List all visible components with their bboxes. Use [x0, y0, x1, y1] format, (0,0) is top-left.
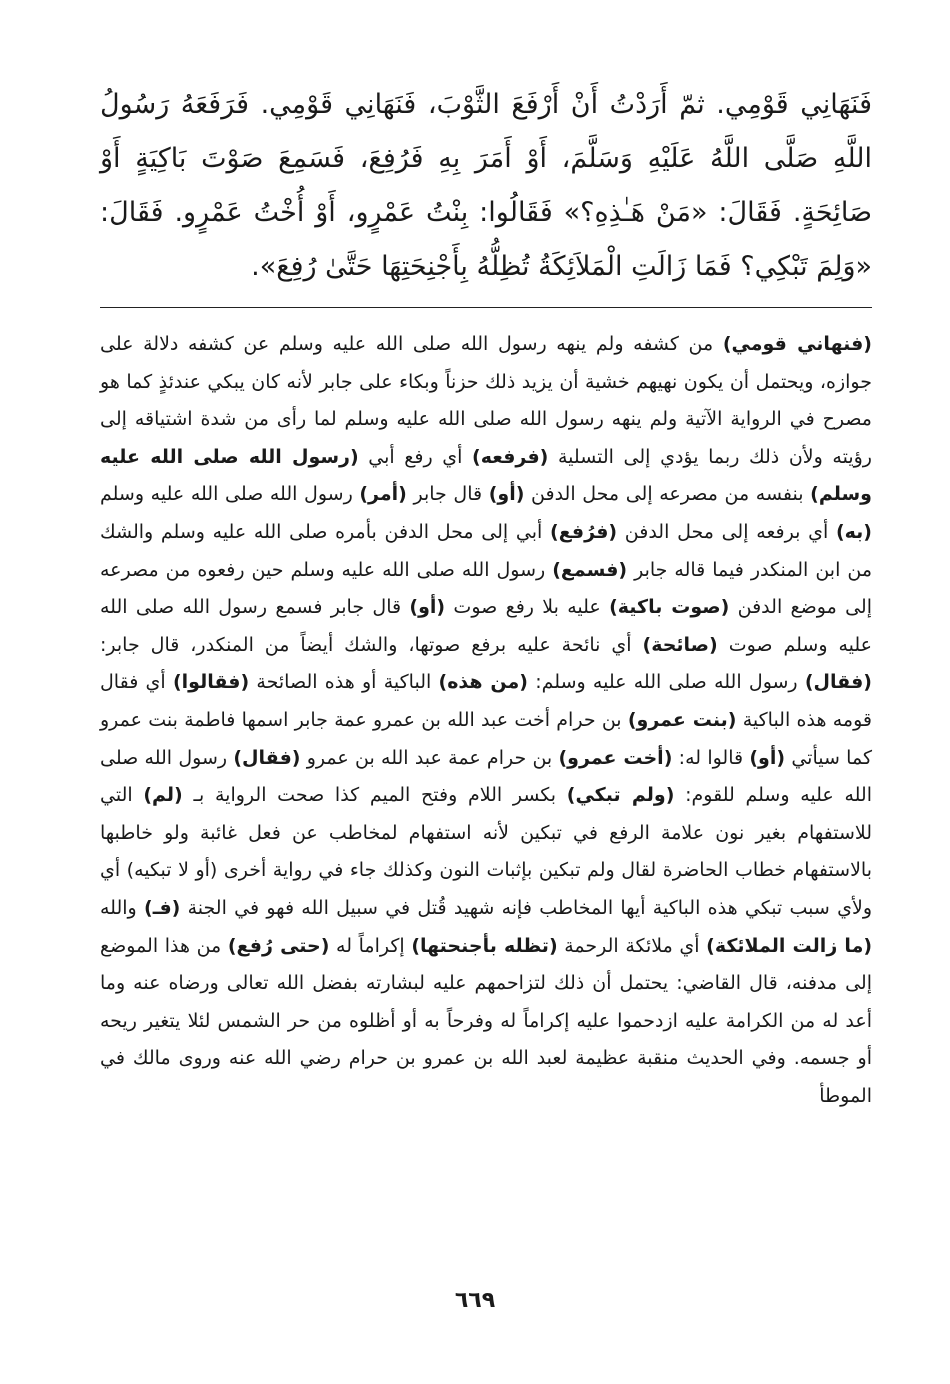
- commentary-keyword: (فنهاني قومي): [722, 333, 872, 355]
- commentary-keyword: (فقالوا): [172, 671, 250, 694]
- commentary-keyword: (لم): [143, 784, 183, 807]
- commentary-span: بن حرام عمة عبد الله بن عمرو: [300, 746, 559, 769]
- commentary-span: أي فقال قومه هذه الباكية: [100, 671, 872, 731]
- commentary-keyword: (فرفعه): [472, 445, 549, 468]
- commentary-keyword: (أو): [488, 483, 525, 506]
- commentary-span: قالوا له:: [672, 746, 750, 769]
- commentary-keyword: (ولم تبكي): [566, 784, 675, 807]
- commentary-keyword: (أو): [749, 746, 786, 769]
- hadith-text: فَنَهَانِي قَوْمِي. ثمّ أَرَدْتُ أَنْ أَرْفَعَ الثَّوْبَ، فَنَهَانِي قَوْمِي. فَرَفَعَهُ رَسُولُ اللَّهِ صَلَّى اللَّهُ عَلَيْهِ وَسَلَّمَ، أَوْ أَمَرَ بِهِ فَرُفِعَ، فَسَمِعَ صَوْتَ بَاكِيَةٍ أَوْ صَائِحَةٍ. فَقَالَ: «مَنْ هَـٰذِهِ؟» فَقَالُوا: بِنْتُ عَمْرٍو، أَوْ أُخْتُ عَمْرٍو. فَقَالَ: «وَلِمَ تَبْكِي؟ فَمَا زَالَتِ الْمَلاَئِكَةُ تُظِلُّهُ بِأَجْنِحَتِهَا حَتَّىٰ رُفِعَ».: [100, 89, 872, 282]
- commentary-keyword: (بنت عمرو): [627, 708, 737, 731]
- commentary-keyword: (فرُفع): [550, 520, 618, 543]
- commentary-span: رسول الله صلى الله عليه وسلم للقوم:: [100, 746, 872, 807]
- commentary-span: أي رفع أبي: [358, 445, 473, 468]
- commentary-keyword: (أو): [409, 596, 446, 619]
- commentary-span: إكراماً له: [329, 934, 412, 957]
- commentary-keyword: (رسول الله صلى الله عليه وسلم): [100, 445, 872, 506]
- commentary-span: من هذا الموضع إلى مدفنه، قال القاضي: يحتمل أن ذلك لتزاحمهم عليه لبشارته بفضل الله تعالى ورضاه عنه وما أعد له من الكرامة عليه ازدحموا عليه إكراماً له وفرحاً به أو أظلوه من حر الشمس لئلا يتغير ريحه أو جسمه. وفي الحديث منقبة عظيمة لعبد الله بن عمرو بن حرام رضي الله عنه وروى مالك في الموطأ: [100, 934, 872, 1107]
- commentary-keyword: (أخت عمرو): [558, 746, 673, 769]
- commentary-keyword: (ما زالت الملائكة): [706, 934, 873, 957]
- commentary-span: بن حرام أخت عبد الله بن عمرو عمة جابر اسمها فاطمة بنت عمرو كما سيأتي: [100, 708, 872, 769]
- commentary-span: من كشفه ولم ينهه رسول الله صلى الله عليه وسلم عن كشفه دلالة على جوازه، ويحتمل أن يكون نهيهم خشية أن يزيد ذلك حزناً وبكاء على جابر لأنه كان يبكي عندئذٍ كما هو مصرح في الرواية الآتية ولم ينهه رسول الله صلى الله عليه وسلم لما رأى من شدة اشتياقه إلى رؤيته ولأن ذلك ربما يؤدي إلى التسلية: [100, 333, 872, 468]
- commentary-span: والله: [100, 896, 145, 919]
- commentary-span: قال جابر فسمع رسول الله صلى الله عليه وسلم صوت: [100, 596, 873, 656]
- commentary-span: رسول الله صلى الله عليه وسلم:: [527, 671, 805, 694]
- commentary-span: رسول الله صلى الله عليه وسلم: [100, 483, 360, 506]
- commentary-keyword: (تظله بأجنحتها): [411, 934, 558, 957]
- commentary-keyword: (فسمع): [552, 558, 628, 581]
- commentary-span: التي للاستفهام بغير نون علامة الرفع في تبكين لأنه استفهام لمخاطب عن فعل غائبة ولو خاطبها بالاستفهام خطاب الحاضرة لقال ولم تبكين بإثبات النون وكذلك جاء في رواية أخرى (أو لا تبكيه) أي ولأي سبب تبكي هذه الباكية أيها المخاطب فإنه شهيد قُتل في سبيل الله فهو في الجنة: [100, 784, 872, 919]
- commentary-span: عليه بلا رفع صوت: [445, 596, 610, 619]
- commentary-keyword: (حتى رُفع): [227, 934, 330, 957]
- commentary-span: أي برفعه إلى محل الدفن: [617, 520, 836, 543]
- footnote-divider: [100, 307, 872, 308]
- commentary-span: أبي إلى محل الدفن بأمره صلى الله عليه وسلم والشك من ابن المنكدر فيما قاله جابر: [100, 520, 872, 581]
- commentary-keyword: (صوت باكية): [609, 596, 730, 619]
- commentary-span: أي نائحة عليه برفع صوتها، والشك أيضاً من المنكدر، قال جابر:: [100, 633, 643, 656]
- commentary-keyword: (فقال): [233, 746, 301, 769]
- page-number: ٦٦٩: [454, 1288, 496, 1313]
- commentary-keyword: (فـ): [144, 896, 181, 919]
- commentary-span: بكسر اللام وفتح الميم كذا صحت الرواية بـ: [182, 784, 567, 807]
- commentary-keyword: (أمر): [359, 483, 407, 506]
- commentary-keyword: (صائحة): [642, 633, 718, 656]
- commentary-span: أي ملائكة الرحمة: [557, 934, 707, 957]
- commentary-span: بنفسه من مصرعه إلى محل الدفن: [524, 483, 811, 506]
- commentary-span: رسول الله صلى الله عليه وسلم حين رفعوه من مصرعه إلى موضع الدفن: [100, 558, 872, 619]
- commentary-text: [100, 326, 872, 1115]
- commentary-keyword: (به): [835, 520, 872, 543]
- commentary-keyword: (فقال): [804, 671, 872, 694]
- commentary-span: قال جابر: [406, 483, 489, 506]
- commentary-span: الباكية أو هذه الصائحة: [249, 671, 439, 694]
- commentary-keyword: (من هذه): [438, 671, 528, 694]
